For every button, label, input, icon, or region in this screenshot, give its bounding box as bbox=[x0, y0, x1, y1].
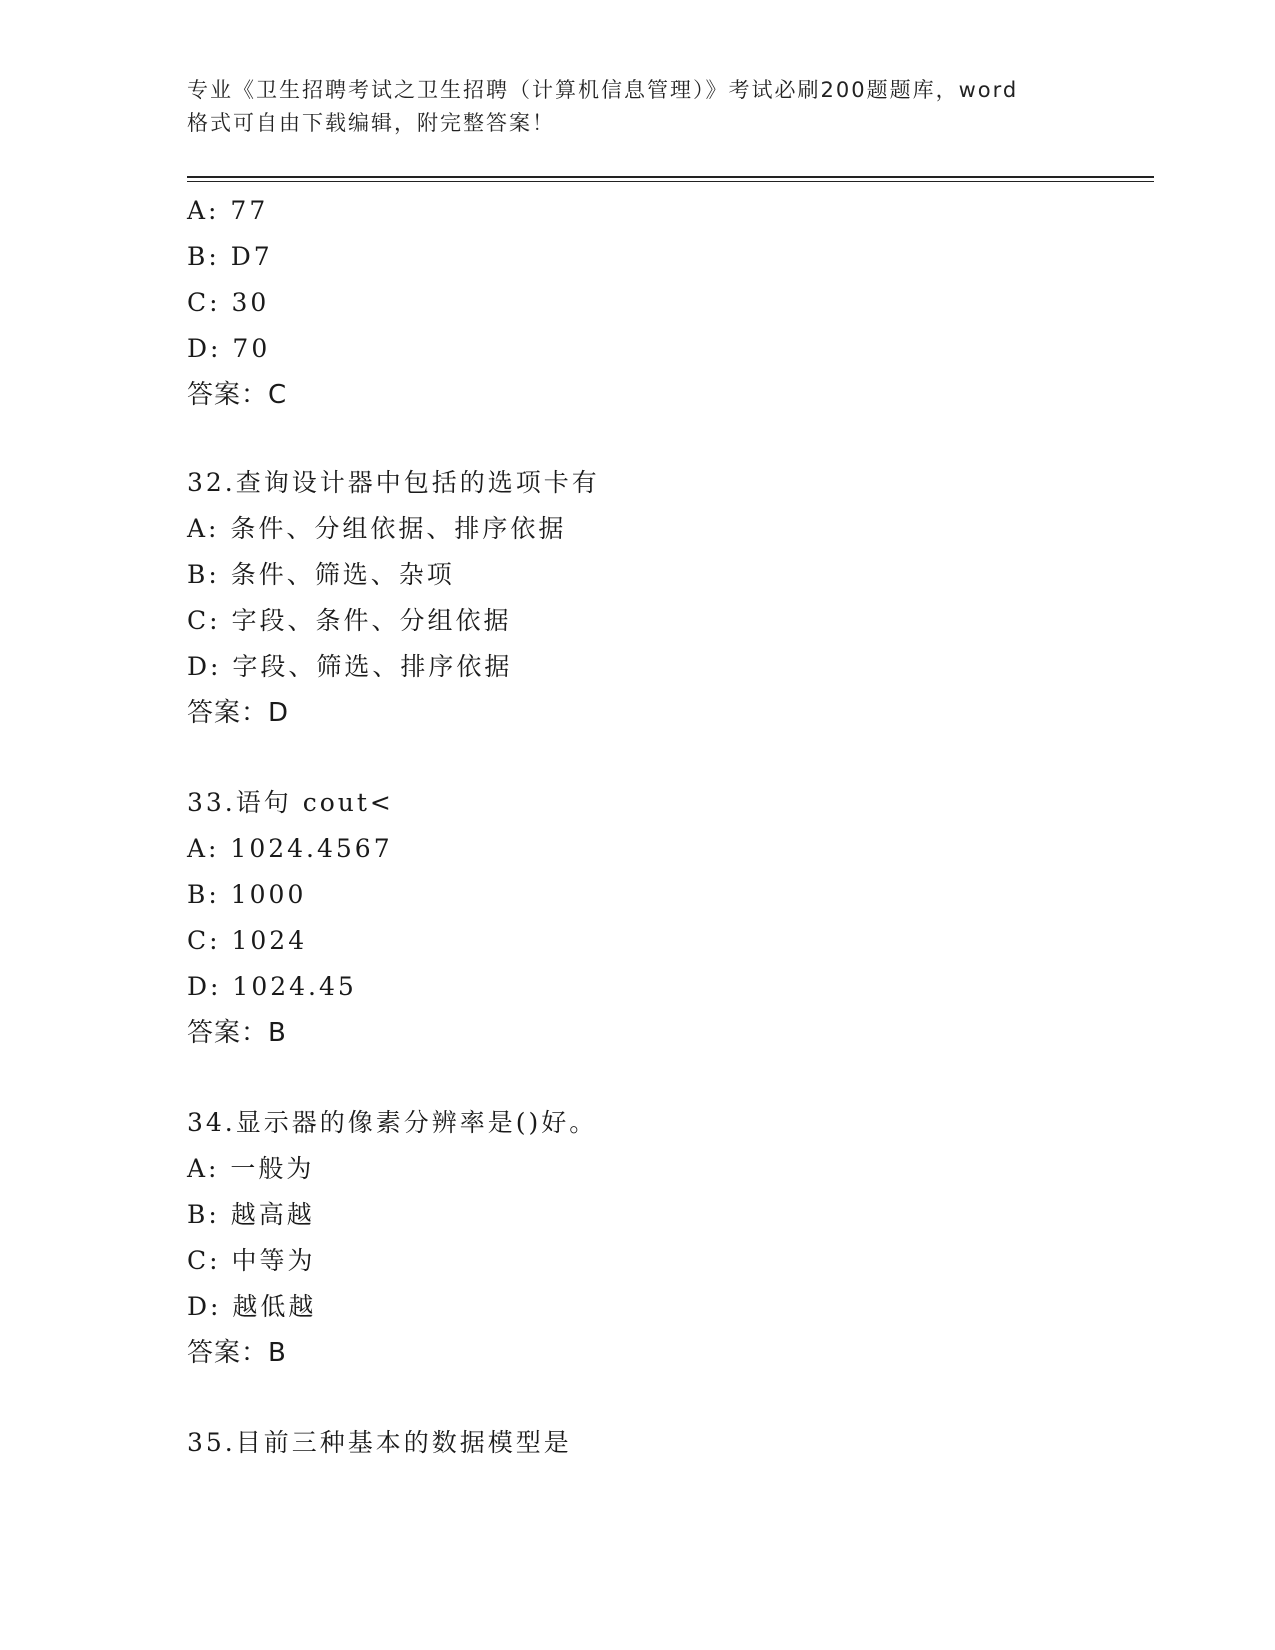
question-text: 35.目前三种基本的数据模型是 bbox=[187, 1428, 572, 1457]
spacer bbox=[187, 1376, 1147, 1420]
option-a: A: 条件、分组依据、排序依据 bbox=[187, 514, 567, 543]
option-d: D: 1024.45 bbox=[187, 972, 357, 1001]
option-c: C: 30 bbox=[187, 288, 270, 317]
option-c: C: 中等为 bbox=[187, 1246, 316, 1275]
question-35 bbox=[187, 1420, 1147, 1466]
option-b: B: 1000 bbox=[187, 880, 307, 909]
option-a: A: 1024.4567 bbox=[187, 834, 393, 863]
answer: 答案：B bbox=[187, 1338, 287, 1368]
header-line-2: 格式可自由下载编辑，附完整答案！ bbox=[187, 111, 555, 135]
option-c: C: 字段、条件、分组依据 bbox=[187, 606, 512, 635]
option-b: B: 越高越 bbox=[187, 1200, 315, 1229]
question-33 bbox=[187, 780, 1147, 1056]
spacer bbox=[187, 1056, 1147, 1100]
option-d: D: 越低越 bbox=[187, 1292, 317, 1321]
option-c: C: 1024 bbox=[187, 926, 308, 955]
document-header bbox=[187, 74, 1087, 140]
option-d: D: 字段、筛选、排序依据 bbox=[187, 652, 513, 681]
option-a: A: 一般为 bbox=[187, 1154, 315, 1183]
header-rule-thick bbox=[187, 176, 1154, 178]
question-text: 32.查询设计器中包括的选项卡有 bbox=[187, 468, 600, 497]
header-rule-thin bbox=[187, 181, 1154, 182]
option-a: A: 77 bbox=[187, 196, 269, 225]
question-text: 34.显示器的像素分辨率是()好。 bbox=[187, 1108, 598, 1137]
answer: 答案：D bbox=[187, 698, 290, 728]
question-34 bbox=[187, 1100, 1147, 1376]
question-text: 33.语句 cout< bbox=[187, 788, 394, 817]
option-b: B: D7 bbox=[187, 242, 273, 271]
header-line-1: 专业《卫生招聘考试之卫生招聘（计算机信息管理）》考试必刷200题题库，word bbox=[187, 78, 1019, 102]
spacer bbox=[187, 418, 1147, 460]
answer: 答案：C bbox=[187, 380, 288, 410]
answer: 答案：B bbox=[187, 1018, 287, 1048]
option-b: B: 条件、筛选、杂项 bbox=[187, 560, 455, 589]
question-31 bbox=[187, 188, 1147, 418]
question-list bbox=[187, 188, 1147, 1466]
option-d: D: 70 bbox=[187, 334, 271, 363]
spacer bbox=[187, 736, 1147, 780]
question-32 bbox=[187, 460, 1147, 736]
